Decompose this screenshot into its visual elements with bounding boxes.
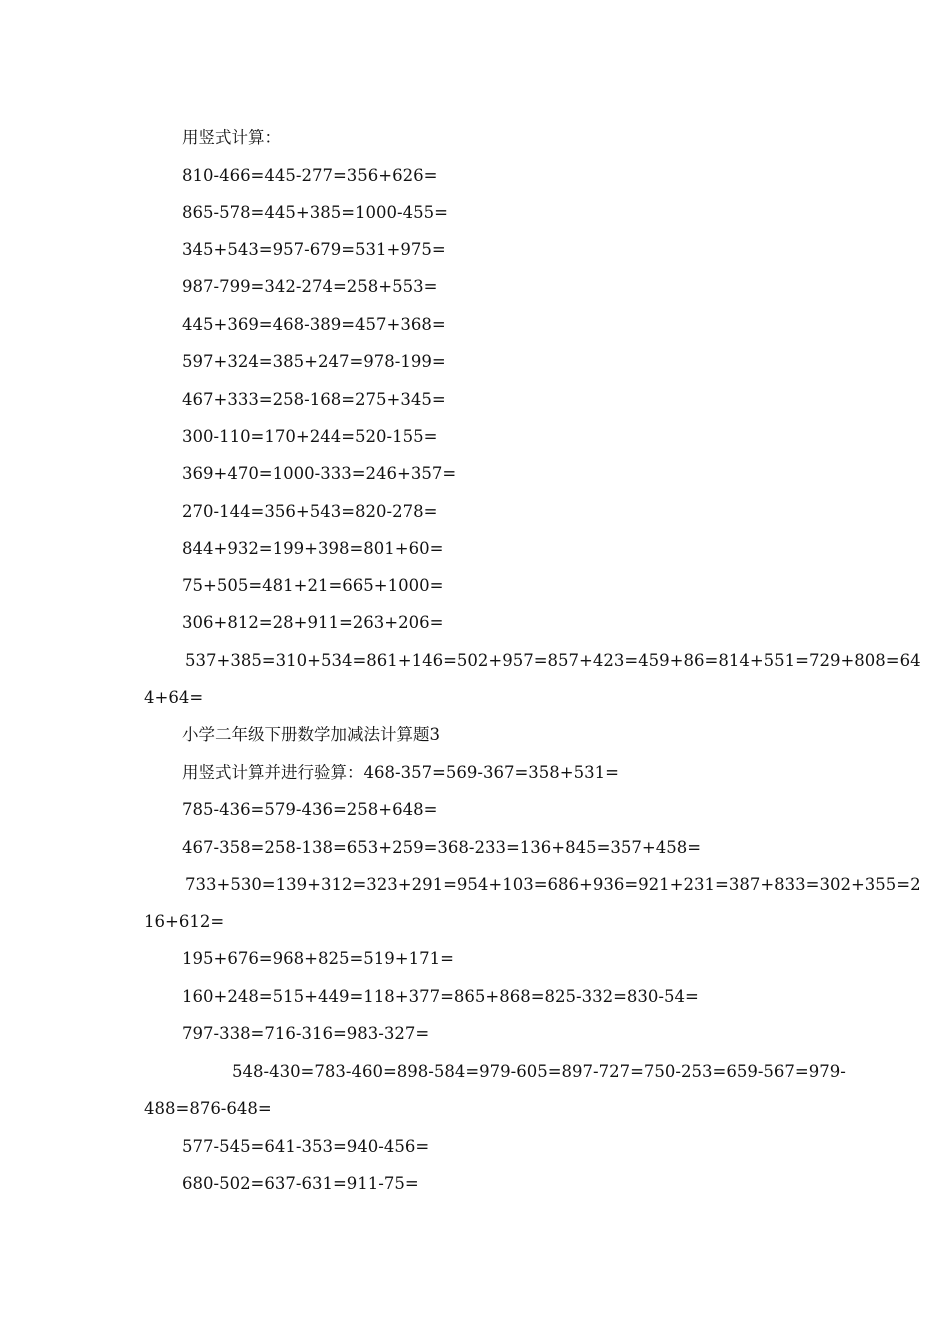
section-title: 小学二年级下册数学加减法计算题3 — [182, 725, 440, 744]
text-line: 270-144=356+543=820-278= — [182, 502, 438, 521]
text-line: 865-578=445+385=1000-455= — [182, 203, 448, 222]
text-line: 577-545=641-353=940-456= — [182, 1137, 430, 1156]
text-line: 537+385=310+534=861+146=502+957=857+423=459+86=814+551=729+808=64 — [185, 651, 921, 670]
text-line: 445+369=468-389=457+368= — [182, 315, 446, 334]
text-line: 195+676=968+825=519+171= — [182, 949, 454, 968]
text-line: 733+530=139+312=323+291=954+103=686+936=921+231=387+833=302+355=2 — [185, 875, 921, 894]
text-line: 160+248=515+449=118+377=865+868=825-332=830-54= — [182, 987, 699, 1006]
text-line-continuation: 488=876-648= — [144, 1099, 272, 1118]
text-line: 75+505=481+21=665+1000= — [182, 576, 444, 595]
text-line-continuation: 4+64= — [144, 688, 204, 707]
section-heading-vertical-calculation: 用竖式计算： — [182, 128, 281, 147]
text-line: 810-466=445-277=356+626= — [182, 166, 438, 185]
text-line: 785-436=579-436=258+648= — [182, 800, 438, 819]
text-line-continuation: 16+612= — [144, 912, 225, 931]
text-line: 345+543=957-679=531+975= — [182, 240, 446, 259]
text-line: 680-502=637-631=911-75= — [182, 1174, 419, 1193]
text-line: 467-358=258-138=653+259=368-233=136+845=357+458= — [182, 838, 702, 857]
text-line: 597+324=385+247=978-199= — [182, 352, 446, 371]
text-line: 用竖式计算并进行验算：468-357=569-367=358+531= — [182, 763, 619, 782]
text-line: 306+812=28+911=263+206= — [182, 613, 444, 632]
text-line: 844+932=199+398=801+60= — [182, 539, 444, 558]
text-line: 369+470=1000-333=246+357= — [182, 464, 457, 483]
text-line: 548-430=783-460=898-584=979-605=897-727=750-253=659-567=979- — [232, 1062, 846, 1081]
text-line: 987-799=342-274=258+553= — [182, 277, 438, 296]
text-line: 797-338=716-316=983-327= — [182, 1024, 430, 1043]
text-line: 467+333=258-168=275+345= — [182, 390, 446, 409]
text-line: 300-110=170+244=520-155= — [182, 427, 438, 446]
